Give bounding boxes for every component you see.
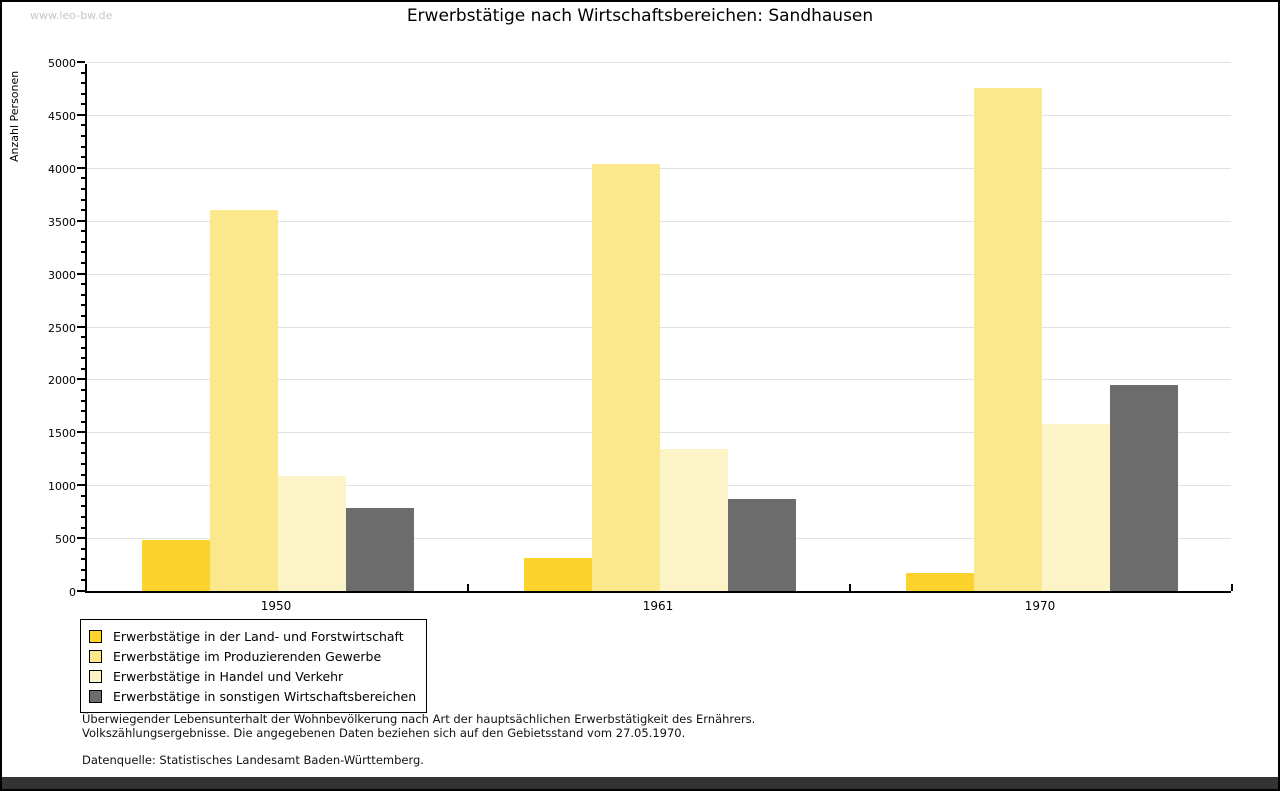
bar-1961-series-4 [728,499,796,591]
y-axis-major-tick [77,378,85,380]
y-axis-minor-tick [81,177,85,179]
y-axis-minor-tick [81,146,85,148]
legend-row [89,646,416,666]
x-axis-tick [467,584,469,591]
legend-label: Erwerbstätige in der Land- und Forstwirtschaft [113,628,404,644]
legend-swatch-icon [89,630,102,643]
y-axis-major-tick [77,220,85,222]
bar-1961-series-3 [660,449,728,591]
bar-1970-series-4 [1110,385,1178,591]
x-axis-tick [849,584,851,591]
legend-swatch-icon [89,690,102,703]
y-axis-minor-tick [81,516,85,518]
footnote-text [82,712,755,740]
y-axis-major-tick [77,590,85,592]
y-axis-tick-label: 1000 [48,480,76,494]
y-axis-tick-label: 2000 [48,374,76,388]
y-axis-minor-tick [81,389,85,391]
y-axis-minor-tick [81,262,85,264]
footnote-line-2: Volkszählungsergebnisse. Die angegebenen Daten beziehen sich auf den Gebietsstand vom 27.05.1970. [82,726,686,740]
x-axis-category-label: 1950 [260,599,292,613]
y-axis-minor-tick [81,336,85,338]
bar-1970-series-1 [906,573,974,591]
y-axis-minor-tick [81,474,85,476]
y-axis-major-tick [77,61,85,63]
y-axis-tick-label: 2500 [48,321,76,335]
y-axis-major-tick [77,114,85,116]
y-axis-title: Anzahl Personen [8,70,21,162]
y-axis-minor-tick [81,548,85,550]
legend-swatch-icon [89,650,102,663]
y-axis-tick-label: 5000 [48,57,76,70]
y-axis-minor-tick [81,209,85,211]
y-axis-tick-labels [32,57,78,599]
bar-1970-series-3 [1042,424,1110,591]
gridline [87,115,1231,116]
x-axis-category-labels [85,599,1231,615]
y-axis-minor-tick [81,230,85,232]
legend-row [89,626,416,646]
plot-area [85,64,1231,593]
watermark-url: www.leo-bw.de [30,9,113,22]
x-axis-tick [1231,584,1233,591]
gridline [87,62,1231,63]
y-axis-minor-tick [81,315,85,317]
y-axis-major-tick [77,167,85,169]
y-axis-tick-label: 500 [55,533,76,547]
y-axis-minor-tick [81,463,85,465]
y-axis-minor-tick [81,400,85,402]
y-axis-minor-tick [81,188,85,190]
y-axis-major-tick [77,484,85,486]
legend-box [80,619,427,713]
bar-1970-series-2 [974,88,1042,591]
data-source-text: Datenquelle: Statistisches Landesamt Baden-Württemberg. [82,753,424,767]
y-axis-minor-tick [81,442,85,444]
y-axis-minor-tick [81,579,85,581]
y-axis-tick-label: 0 [69,586,76,599]
y-axis-minor-tick [81,410,85,412]
y-axis-minor-tick [81,527,85,529]
y-axis-minor-tick [81,368,85,370]
y-axis-major-tick [77,537,85,539]
y-axis-minor-tick [81,135,85,137]
x-axis-category-label: 1970 [1024,599,1056,613]
bar-1961-series-1 [524,558,592,591]
bar-1950-series-1 [142,540,210,591]
y-axis-minor-tick [81,357,85,359]
bar-1950-series-4 [346,508,414,591]
y-axis-tick-label: 1500 [48,427,76,441]
y-axis-minor-tick [81,452,85,454]
y-axis-minor-tick [81,304,85,306]
legend-label: Erwerbstätige in sonstigen Wirtschaftsbereichen [113,688,417,704]
y-axis-minor-tick [81,495,85,497]
y-axis-minor-tick [81,283,85,285]
y-axis-tick-label: 4500 [48,109,76,123]
y-axis-minor-tick [81,72,85,74]
y-axis-tick-label: 4000 [48,162,76,176]
y-axis-minor-tick [81,241,85,243]
y-axis-minor-tick [81,156,85,158]
legend-row [89,666,416,686]
legend-label: Erwerbstätige in Handel und Verkehr [113,668,344,684]
y-axis-minor-tick [81,103,85,105]
y-axis-minor-tick [81,82,85,84]
y-axis-major-tick [77,273,85,275]
bar-1950-series-2 [210,210,278,591]
legend-swatch-icon [89,670,102,683]
y-axis-tick-label: 3500 [48,215,76,229]
chart-title: Erwerbstätige nach Wirtschaftsbereichen: Sandhausen [406,6,874,26]
y-axis-minor-tick [81,294,85,296]
x-axis-category-label: 1961 [642,599,674,613]
legend-row [89,686,416,706]
y-axis-minor-tick [81,569,85,571]
bottom-border-bar [2,777,1278,789]
y-axis-minor-tick [81,93,85,95]
y-axis-minor-tick [81,558,85,560]
bar-1950-series-3 [278,476,346,591]
bar-1961-series-2 [592,164,660,591]
y-axis-major-tick [77,326,85,328]
y-axis-minor-tick [81,199,85,201]
y-axis-minor-tick [81,124,85,126]
legend-label: Erwerbstätige im Produzierenden Gewerbe [113,648,382,664]
y-axis-minor-tick [81,505,85,507]
footnote-line-1: Überwiegender Lebensunterhalt der Wohnbevölkerung nach Art der hauptsächlichen Erwerbstätigkeit des Ernährers. [82,712,756,726]
y-axis-minor-tick [81,347,85,349]
y-axis-tick-label: 3000 [48,268,76,282]
y-axis-major-tick [77,431,85,433]
y-axis-minor-tick [81,251,85,253]
y-axis-minor-tick [81,421,85,423]
